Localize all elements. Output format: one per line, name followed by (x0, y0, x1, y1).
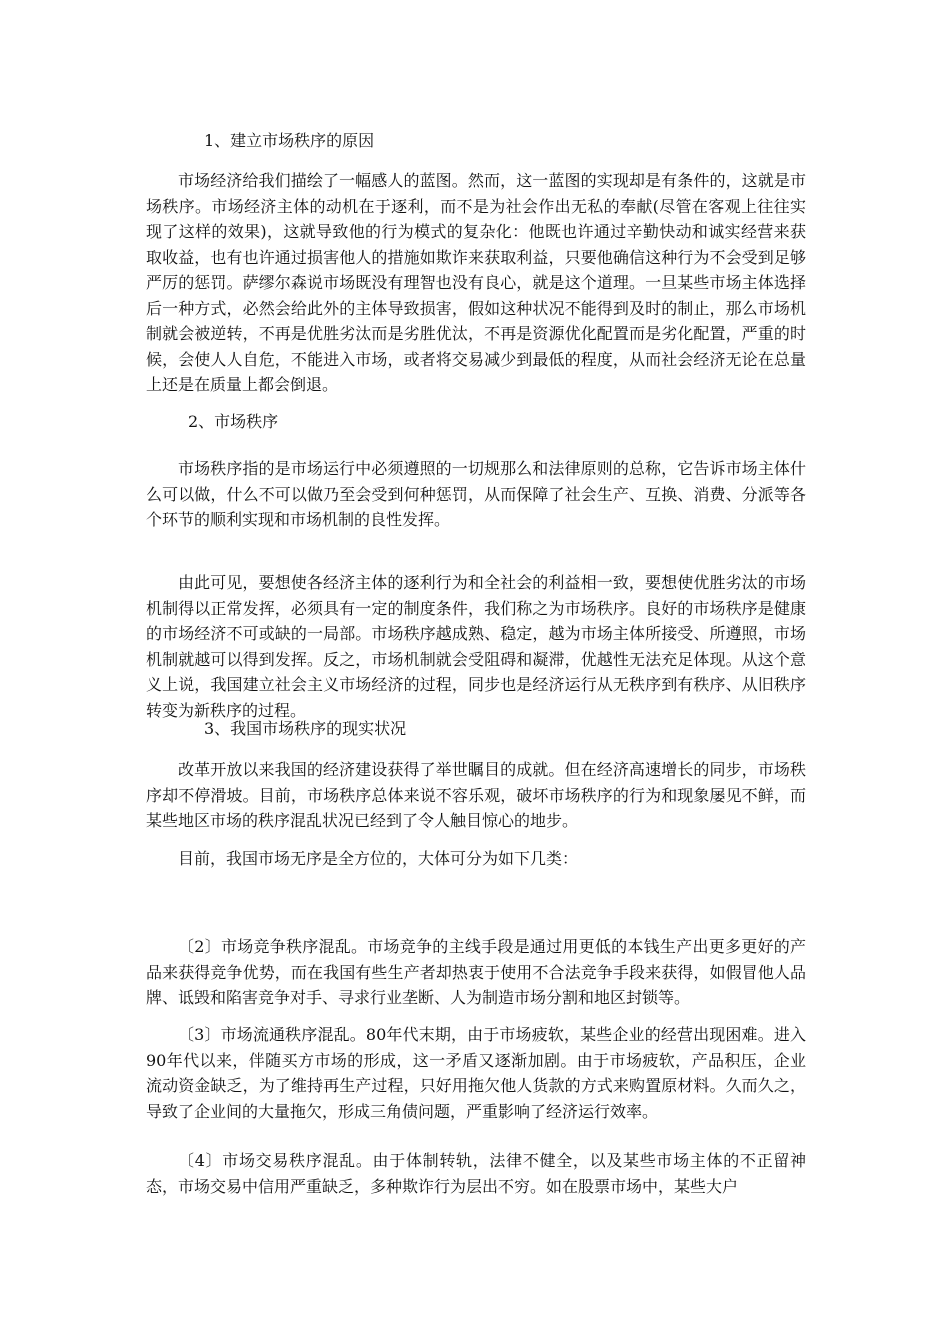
section-1-paragraph-1: 市场经济给我们描绘了一幅感人的蓝图。然而，这一蓝图的实现却是有条件的，这就是市场秩序。市场经济主体的动机在于逐利，而不是为社会作出无私的奉献(尽管在客观上往往实现了这样的效果)，这就导致他的行为模式的复杂化：他既也许通过辛勤快动和诚实经营来获取收益，也有也许通过损害他人的措施如欺诈来获取利益，只要他确信这种行为不会受到足够严厉的惩罚。萨缪尔森说市场既没有理智也没有良心，就是这个道理。一旦某些市场主体选择后一种方式，必然会给此外的主体导致损害，假如这种状况不能得到及时的制止，那么市场机制就会被逆转，不再是优胜劣汰而是劣胜优汰，不再是资源优化配置而是劣化配置，严重的时候，会使人人自危，不能进入市场，或者将交易减少到最低的程度，从而社会经济无论在总量上还是在质量上都会倒退。 (146, 171, 806, 394)
list-item-2: 〔2〕市场竞争秩序混乱。市场竞争的主线手段是通过用更低的本钱生产出更多更好的产品来获得竞争优势，而在我国有些生产者却热衷于使用不合法竞争手段来获得，如假冒他人品牌、诋毁和陷害竞争对手、寻求行业垄断、人为制造市场分割和地区封锁等。 (146, 937, 806, 1007)
section-2-paragraph-1: 市场秩序指的是市场运行中必须遵照的一切规那么和法律原则的总称，它告诉市场主体什么可以做，什么不可以做乃至会受到何种惩罚，从而保障了社会生产、互换、消费、分派等各个环节的顺利实现和市场机制的良性发挥。 (146, 459, 806, 529)
list-item-4: 〔4〕市场交易秩序混乱。由于体制转轨，法律不健全，以及某些市场主体的不正留神态，市场交易中信用严重缺乏，多种欺诈行为层出不穷。如在股票市场中，某些大户 (146, 1151, 806, 1196)
section-2-paragraph-2: 由此可见，要想使各经济主体的逐利行为和全社会的利益相一致，要想使优胜劣汰的市场机制得以正常发挥，必须具有一定的制度条件，我们称之为市场秩序。良好的市场秩序是健康的市场经济不可或缺的一局部。市场秩序越成熟、稳定，越为市场主体所接受、所遵照，市场机制就越可以得到发挥。反之，市场机制就会受阻碍和凝滞，优越性无法充足体现。从这个意义上说，我国建立社会主义市场经济的过程，同步也是经济运行从无秩序到有秩序、从旧秩序转变为新秩序的过程。 (146, 573, 806, 720)
section-3-paragraph-1: 改革开放以来我国的经济建设获得了举世瞩目的成就。但在经济高速增长的同步，市场秩序却不停滑坡。目前，市场秩序总体来说不容乐观，破坏市场秩序的行为和现象屡见不鲜，而某些地区市场的秩序混乱状况已经到了令人触目惊心的地步。 (146, 760, 806, 830)
section-1-heading: 1、建立市场秩序的原因 (204, 131, 375, 150)
section-2-heading: 2、市场秩序 (188, 412, 279, 431)
section-3-heading: 3、我国市场秩序的现实状况 (204, 719, 407, 738)
section-3-paragraph-2: 目前，我国市场无序是全方位的，大体可分为如下几类： (178, 849, 579, 868)
list-item-3: 〔3〕市场流通秩序混乱。80年代末期，由于市场疲软，某些企业的经营出现困难。进入90年代以来，伴随买方市场的形成，这一矛盾又逐渐加剧。由于市场疲软，产品积压，企业流动资金缺乏，为了维持再生产过程，只好用拖欠他人货款的方式来购置原材料。久而久之，导致了企业间的大量拖欠，形成三角债问题，严重影响了经济运行效率。 (146, 1025, 806, 1121)
